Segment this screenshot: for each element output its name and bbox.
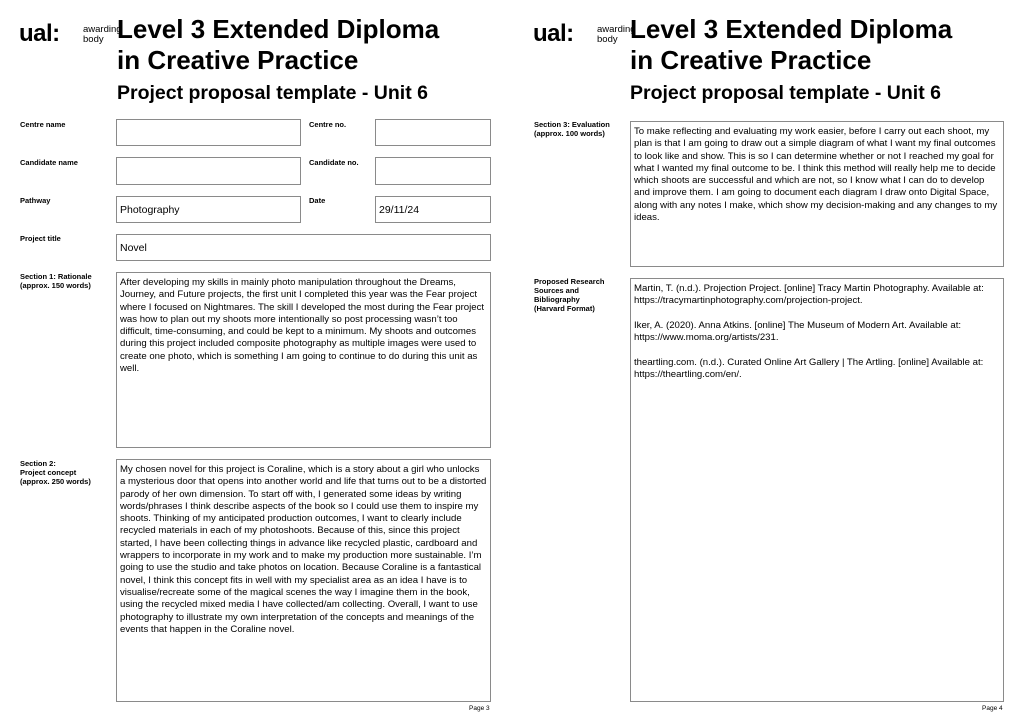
evaluation-text: To make reflecting and evaluating my work easier, before I carry out each shoot, my plan is that I am going to draw out a simple diagram of what I want my final outcomes to look like and show. This is so I can determine whether or not I reached my goal for what I wanted my final outcome to be. I think this method will really help me to decide which shoots are successful and which are not, so I know what I can do to develop and improve them. I am going to document each diagram I draw onto Digital Space, along with any notes I make, which show my decision-making and any changes to my ideas. (634, 126, 998, 224)
section1-label-line1: Section 1: Rationale (20, 272, 92, 281)
section2-label-line2: Project concept (20, 468, 77, 477)
rationale-textarea[interactable] (116, 272, 491, 448)
candidate-name-field[interactable] (116, 157, 301, 185)
centre-no-field[interactable] (375, 119, 491, 146)
rationale-text: After developing my skills in mainly photo manipulation throughout the Dreams, Journey, and Future projects, the first unit I completed this year was the Fear project where I focused on Nightmares. The skill I developed the most during the Fear project was how to plan out my shoots more intentionally so post processing wasn’t too difficult, time-consuming, and could be kept to a minimum. My shoots and outcomes during this project included composite photography as multiple images were used to create one photo, which is something I am going to continue to do during this unit as well. (120, 277, 485, 375)
logo-ual-text: ual: (533, 20, 574, 47)
pathway-field[interactable] (116, 196, 301, 223)
pathway-value: Photography (120, 203, 180, 216)
concept-text: My chosen novel for this project is Coraline, which is a story about a girl who unlocks a mysterious door that opens into another world and life that turns out to be a distorted parody of her own dimension. To start off with, I generated some ideas by writing words/phrases I think describe aspects of the book so I could use them to inspire my shoots. Thinking of my anticipated production outcomes, I want to clearly include recycled materials in each of my photoshoots. Because of this, since this project started, I have been collecting things in advance like recycled plastic, cardboard and wrappers to incorporate in my work and to make my production more sustainable. I’m going to use the studio and take photos on location. Because Coraline is a fantastical novel, I think this concept fits in well with my specialist area as an idea I have is to visualise/recreate some of the magical scenes the way I imagine them in the book, using the recycled mixed media I have collected/am collecting. Overall, I want to use photography to illustrate my own interpretation of the concepts and meanings of the events that happen in the Coraline novel. (120, 464, 487, 635)
project-title-label: Project title (20, 234, 61, 243)
research-label-line2: Sources and (534, 286, 580, 295)
candidate-name-label: Candidate name (20, 158, 78, 167)
pathway-label: Pathway (20, 196, 51, 205)
research-label-line3: Bibliography (534, 295, 580, 304)
date-label: Date (309, 196, 326, 205)
section1-label-line2: (approx. 150 words) (20, 281, 91, 290)
evaluation-textarea[interactable] (630, 121, 1004, 267)
reference-item: theartling.com. (n.d.). Curated Online Art Gallery | The Artling. [online] Available at: https://theartling.com/en/. (634, 356, 984, 381)
section2-label-line1: Section 2: (20, 459, 56, 468)
bibliography-textarea[interactable] (630, 278, 1004, 702)
document-subtitle: Project proposal template - Unit 6 (630, 82, 941, 104)
reference-item: Martin, T. (n.d.). Projection Project. [online] Tracy Martin Photography. Available at: https://tracymartinphotography.com/projection-project. (634, 283, 984, 307)
concept-textarea[interactable] (116, 459, 491, 702)
candidate-no-label: Candidate no. (309, 158, 359, 167)
research-label-line4: (Harvard Format) (534, 304, 595, 313)
logo-sub-line2: body (83, 34, 104, 45)
document-title (630, 14, 952, 76)
title-line1: Level 3 Extended Diploma (117, 14, 440, 44)
title-line2: in Creative Practice (630, 45, 872, 75)
centre-name-label: Centre name (20, 120, 66, 129)
project-title-field[interactable] (116, 234, 491, 261)
title-line2: in Creative Practice (117, 45, 359, 75)
title-line1: Level 3 Extended Diploma (630, 14, 953, 44)
document-title (117, 14, 439, 76)
section1-label (20, 272, 92, 290)
logo-sub-line2: body (597, 34, 618, 45)
date-field[interactable] (375, 196, 491, 223)
section2-label (20, 459, 91, 486)
section3-label-line1: Section 3: Evaluation (534, 120, 610, 129)
centre-no-label: Centre no. (309, 120, 347, 129)
research-label (534, 277, 604, 313)
date-value: 29/11/24 (379, 203, 420, 216)
project-title-value: Novel (120, 241, 147, 254)
reference-item: Iker, A. (2020). Anna Atkins. [online] The Museum of Modern Art. Available at: https://www.moma.org/artists/231. (634, 319, 962, 344)
logo-ual-text: ual: (19, 20, 60, 47)
page-number: Page 3 (469, 705, 490, 712)
document-subtitle: Project proposal template - Unit 6 (117, 82, 428, 104)
logo-sub-line1: awarding (597, 24, 636, 35)
page-4 (513, 0, 1024, 723)
research-label-line1: Proposed Research (534, 277, 605, 286)
candidate-no-field[interactable] (375, 157, 491, 185)
centre-name-field[interactable] (116, 119, 301, 146)
section3-label (534, 120, 610, 138)
logo-awarding-body (83, 25, 122, 45)
page-number: Page 4 (982, 705, 1003, 712)
section3-label-line2: (approx. 100 words) (534, 129, 605, 138)
section2-label-line3: (approx. 250 words) (20, 477, 91, 486)
logo-sub-line1: awarding (83, 24, 122, 35)
